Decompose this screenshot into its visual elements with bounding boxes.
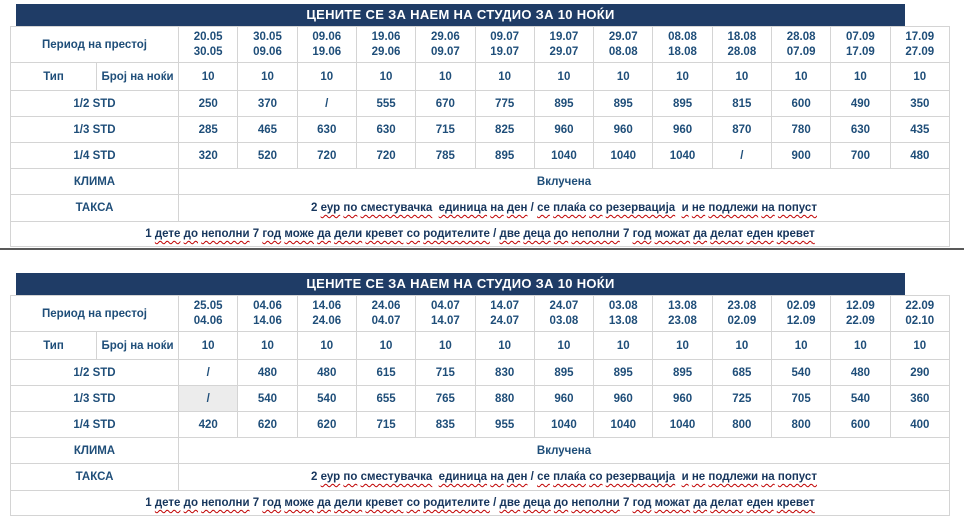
price-cell: 420 [179, 412, 238, 438]
note-word: на [761, 202, 775, 214]
date-to: 02.09 [727, 314, 757, 327]
price-cell: 960 [653, 117, 712, 143]
note-word: 7 [622, 497, 630, 509]
note-word: неполни [571, 497, 620, 509]
note-word: еур [320, 202, 341, 214]
note-word: со [406, 497, 421, 509]
date-from: 20.05 [193, 30, 223, 43]
date-from: 19.06 [371, 30, 401, 43]
note-word: / [530, 471, 534, 483]
date-from: 24.07 [549, 299, 579, 312]
room-type-cell: 1/3 STD [11, 386, 179, 412]
note-cell [11, 491, 950, 516]
price-cell: 825 [475, 117, 534, 143]
taksa-label-cell: ТАКСА [11, 195, 179, 222]
nights-value-cell: 10 [416, 332, 475, 360]
date-to: 08.08 [608, 45, 638, 58]
date-range-cell [831, 296, 890, 332]
note-word: на [490, 471, 504, 483]
price-cell: 350 [890, 91, 949, 117]
price-table [10, 295, 950, 516]
nights-value-cell: 10 [890, 63, 949, 91]
price-cell: 360 [890, 386, 949, 412]
note-word: / [530, 202, 534, 214]
date-range-cell [534, 27, 593, 63]
price-cell: 655 [356, 386, 415, 412]
price-cell: 1040 [653, 143, 712, 169]
date-range-cell [297, 296, 356, 332]
note-word: / [493, 228, 497, 240]
date-range-cell [712, 27, 771, 63]
nights-value-cell: 10 [653, 63, 712, 91]
note-word: се [537, 202, 550, 214]
price-cell: 895 [594, 360, 653, 386]
price-cell: 480 [297, 360, 356, 386]
price-cell: 285 [179, 117, 238, 143]
nights-value-cell: 10 [594, 332, 653, 360]
room-type-cell: 1/3 STD [11, 117, 179, 143]
note-word: по [343, 471, 358, 483]
price-cell: 960 [534, 117, 593, 143]
price-cell: 705 [771, 386, 830, 412]
price-cell: 835 [416, 412, 475, 438]
price-cell: 765 [416, 386, 475, 412]
price-cell: 370 [238, 91, 297, 117]
price-cell: 630 [356, 117, 415, 143]
date-range-cell [416, 296, 475, 332]
nights-value-cell: 10 [297, 63, 356, 91]
price-cell: 715 [416, 117, 475, 143]
price-cell: / [179, 386, 238, 412]
price-cell: 620 [297, 412, 356, 438]
date-from: 23.08 [727, 299, 757, 312]
date-to: 12.09 [786, 314, 816, 327]
note-word: год [262, 497, 282, 509]
taksa-value-cell [179, 464, 950, 491]
note-word: до [553, 497, 569, 509]
nights-value-cell: 10 [356, 63, 415, 91]
note-word: 1 [145, 497, 152, 509]
date-from: 19.07 [549, 30, 579, 43]
price-cell: 880 [475, 386, 534, 412]
date-range-cell [771, 27, 830, 63]
note-word: резервација [605, 202, 676, 214]
price-table-section-1 [0, 0, 964, 247]
date-to: 19.06 [312, 45, 342, 58]
price-cell: 540 [771, 360, 830, 386]
date-to: 09.07 [430, 45, 460, 58]
date-range-cell [831, 27, 890, 63]
date-range-cell [356, 27, 415, 63]
date-range-cell [712, 296, 771, 332]
note-word: две [499, 228, 521, 240]
note-word: 7 [622, 228, 630, 240]
date-range-cell [534, 296, 593, 332]
date-from: 04.06 [253, 299, 282, 312]
note-word: родителите [423, 228, 490, 240]
date-range-cell [771, 296, 830, 332]
price-cell: 435 [890, 117, 949, 143]
note-word: деца [523, 497, 551, 509]
note-word: 7 [252, 228, 260, 240]
price-cell: 465 [238, 117, 297, 143]
date-from: 29.06 [430, 30, 460, 43]
note-word: родителите [423, 497, 490, 509]
price-cell: 480 [890, 143, 949, 169]
price-cell: 1040 [534, 143, 593, 169]
date-range-cell [238, 296, 297, 332]
price-cell: 490 [831, 91, 890, 117]
price-cell: / [297, 91, 356, 117]
type-header-cell: Тип [11, 63, 97, 91]
note-word: не [691, 202, 706, 214]
price-cell: 895 [475, 143, 534, 169]
price-cell: 1040 [594, 412, 653, 438]
date-to: 03.08 [549, 314, 579, 327]
date-to: 04.07 [371, 314, 401, 327]
price-cell: 555 [356, 91, 415, 117]
table-title: ЦЕНИТЕ СЕ ЗА НАЕМ НА СТУДИО ЗА 10 НОЌИ [16, 4, 905, 26]
date-range-cell [179, 296, 238, 332]
date-from: 04.07 [430, 299, 460, 312]
price-cell: 895 [594, 91, 653, 117]
date-to: 04.06 [193, 314, 223, 327]
nights-value-cell: 10 [831, 332, 890, 360]
date-from: 18.08 [727, 30, 757, 43]
price-cell: 780 [771, 117, 830, 143]
date-from: 14.06 [312, 299, 342, 312]
nights-value-cell: 10 [297, 332, 356, 360]
room-type-cell: 1/4 STD [11, 412, 179, 438]
price-cell: 1040 [534, 412, 593, 438]
klima-label-cell: КЛИМА [11, 438, 179, 464]
note-word: еден [746, 228, 774, 240]
period-header-cell: Период на престој [11, 296, 179, 332]
price-cell: 700 [831, 143, 890, 169]
price-cell: 685 [712, 360, 771, 386]
price-table-section-2 [0, 250, 964, 516]
date-to: 29.07 [549, 45, 579, 58]
price-cell: 615 [356, 360, 415, 386]
date-to: 19.07 [490, 45, 520, 58]
price-cell: 960 [653, 386, 712, 412]
note-word: можат [654, 497, 691, 509]
note-word: на [761, 471, 775, 483]
note-word: неполни [571, 228, 620, 240]
nights-value-cell: 10 [771, 63, 830, 91]
nights-value-cell: 10 [771, 332, 830, 360]
price-cell: 540 [831, 386, 890, 412]
note-word: кревет [776, 228, 815, 240]
taksa-label-cell: ТАКСА [11, 464, 179, 491]
note-word: ден [506, 471, 528, 483]
note-word: деца [523, 228, 551, 240]
date-range-cell [238, 27, 297, 63]
date-range-cell [594, 27, 653, 63]
price-cell: 400 [890, 412, 949, 438]
price-cell: 630 [831, 117, 890, 143]
price-cell: 1040 [594, 143, 653, 169]
note-word: и [681, 471, 689, 483]
date-to: 14.07 [430, 314, 460, 327]
note-word: до [553, 228, 569, 240]
note-word: со [589, 202, 603, 214]
klima-value-cell: Вклучена [179, 169, 950, 195]
date-from: 22.09 [905, 299, 935, 312]
date-range-cell [356, 296, 415, 332]
date-from: 03.08 [608, 299, 638, 312]
price-cell: 960 [594, 386, 653, 412]
room-type-cell: 1/2 STD [11, 360, 179, 386]
date-to: 22.09 [846, 314, 875, 327]
date-range-cell [594, 296, 653, 332]
note-word: кревет [365, 497, 404, 509]
taksa-value-cell [179, 195, 950, 222]
note-word: по [343, 202, 358, 214]
klima-label-cell: КЛИМА [11, 169, 179, 195]
date-to: 29.06 [371, 45, 401, 58]
nights-value-cell: 10 [475, 63, 534, 91]
room-type-cell: 1/4 STD [11, 143, 179, 169]
date-to: 07.09 [786, 45, 816, 58]
nights-value-cell: 10 [831, 63, 890, 91]
date-from: 24.06 [371, 299, 401, 312]
price-cell: 520 [238, 143, 297, 169]
nights-value-cell: 10 [179, 332, 238, 360]
date-from: 29.07 [608, 30, 638, 43]
note-word: 7 [252, 497, 260, 509]
price-cell: 620 [238, 412, 297, 438]
price-cell: 480 [238, 360, 297, 386]
price-table [10, 26, 950, 247]
date-from: 02.09 [786, 299, 816, 312]
date-range-cell [179, 27, 238, 63]
date-to: 27.09 [905, 45, 935, 58]
date-from: 09.07 [490, 30, 520, 43]
note-word: год [632, 497, 652, 509]
price-cell: 715 [416, 360, 475, 386]
price-cell: 960 [594, 117, 653, 143]
date-from: 13.08 [668, 299, 697, 312]
note-word: 1 [145, 228, 152, 240]
nights-value-cell: 10 [416, 63, 475, 91]
price-cell: 895 [653, 91, 712, 117]
note-word: да [317, 497, 331, 509]
price-cell: 830 [475, 360, 534, 386]
nights-value-cell: 10 [890, 332, 949, 360]
price-cell: 720 [356, 143, 415, 169]
note-word: со [406, 228, 421, 240]
note-word: може [284, 497, 315, 509]
note-word: не [691, 471, 706, 483]
price-cell: 815 [712, 91, 771, 117]
note-word: ден [506, 202, 528, 214]
note-cell [11, 222, 950, 247]
date-from: 25.05 [193, 299, 223, 312]
note-word: да [693, 228, 708, 240]
price-cell: 895 [653, 360, 712, 386]
note-word: год [632, 228, 652, 240]
date-range-cell [475, 296, 534, 332]
note-word: 2 [311, 202, 318, 214]
nights-value-cell: 10 [238, 332, 297, 360]
note-word: дели [334, 497, 363, 509]
price-cell: 320 [179, 143, 238, 169]
note-word: подлежи [708, 471, 759, 483]
date-to: 13.08 [608, 314, 638, 327]
price-cell: 895 [534, 360, 593, 386]
note-word: единица [438, 202, 488, 214]
nights-header-cell: Број на ноќи [97, 332, 179, 360]
price-cell: 670 [416, 91, 475, 117]
note-word: единица [438, 471, 488, 483]
note-word: две [499, 497, 521, 509]
date-range-cell [890, 296, 949, 332]
note-word: еден [746, 497, 774, 509]
price-cell: / [712, 143, 771, 169]
note-word: со [589, 471, 603, 483]
price-cell: 900 [771, 143, 830, 169]
note-word: резервација [605, 471, 676, 483]
price-cell: 785 [416, 143, 475, 169]
date-to: 24.07 [490, 314, 520, 327]
price-cell: 600 [831, 412, 890, 438]
note-word: до [183, 228, 198, 240]
date-from: 07.09 [846, 30, 875, 43]
note-word: дели [334, 228, 363, 240]
nights-value-cell: 10 [534, 332, 593, 360]
period-header-cell: Период на престој [11, 27, 179, 63]
note-word: / [493, 497, 497, 509]
nights-value-cell: 10 [712, 63, 771, 91]
date-from: 08.08 [668, 30, 697, 43]
price-cell: 600 [771, 91, 830, 117]
price-cell: 725 [712, 386, 771, 412]
nights-header-cell: Број на ноќи [97, 63, 179, 91]
date-to: 17.09 [846, 45, 875, 58]
date-from: 14.07 [490, 299, 520, 312]
note-word: попуст [777, 202, 817, 214]
note-word: еур [320, 471, 341, 483]
date-range-cell [653, 296, 712, 332]
note-word: плаќа [553, 471, 586, 483]
nights-value-cell: 10 [534, 63, 593, 91]
price-cell: 800 [771, 412, 830, 438]
date-from: 17.09 [905, 30, 935, 43]
note-word: сместувачка [360, 471, 433, 483]
note-word: неполни [201, 497, 250, 509]
nights-value-cell: 10 [594, 63, 653, 91]
note-word: можат [654, 228, 691, 240]
note-word: делат [710, 228, 744, 240]
note-word: год [262, 228, 282, 240]
note-word: и [681, 202, 689, 214]
nights-value-cell: 10 [238, 63, 297, 91]
nights-value-cell: 10 [179, 63, 238, 91]
date-from: 30.05 [253, 30, 282, 43]
nights-value-cell: 10 [475, 332, 534, 360]
date-range-cell [416, 27, 475, 63]
price-cell: 775 [475, 91, 534, 117]
type-header-cell: Тип [11, 332, 97, 360]
note-word: кревет [776, 497, 815, 509]
price-cell: 540 [238, 386, 297, 412]
date-to: 24.06 [312, 314, 342, 327]
note-word: на [490, 202, 504, 214]
price-cell: 960 [534, 386, 593, 412]
date-range-cell [297, 27, 356, 63]
price-cell: / [179, 360, 238, 386]
note-word: се [537, 471, 550, 483]
date-from: 28.08 [786, 30, 816, 43]
price-cell: 895 [534, 91, 593, 117]
note-word: сместувачка [360, 202, 433, 214]
table-title: ЦЕНИТЕ СЕ ЗА НАЕМ НА СТУДИО ЗА 10 НОЌИ [16, 273, 905, 295]
price-cell: 480 [831, 360, 890, 386]
price-cell: 250 [179, 91, 238, 117]
room-type-cell: 1/2 STD [11, 91, 179, 117]
date-from: 12.09 [846, 299, 875, 312]
date-to: 30.05 [193, 45, 223, 58]
note-word: дете [154, 497, 181, 509]
note-word: неполни [201, 228, 250, 240]
note-word: до [183, 497, 198, 509]
date-to: 14.06 [253, 314, 282, 327]
klima-value-cell: Вклучена [179, 438, 950, 464]
nights-value-cell: 10 [356, 332, 415, 360]
date-range-cell [653, 27, 712, 63]
note-word: може [284, 228, 315, 240]
nights-value-cell: 10 [712, 332, 771, 360]
note-word: да [693, 497, 708, 509]
note-word: кревет [365, 228, 404, 240]
price-cell: 955 [475, 412, 534, 438]
price-cell: 1040 [653, 412, 712, 438]
price-cell: 540 [297, 386, 356, 412]
date-to: 09.06 [253, 45, 282, 58]
date-to: 18.08 [668, 45, 697, 58]
date-to: 28.08 [727, 45, 757, 58]
price-cell: 800 [712, 412, 771, 438]
price-cell: 290 [890, 360, 949, 386]
date-range-cell [890, 27, 949, 63]
date-to: 02.10 [905, 314, 935, 327]
note-word: дете [154, 228, 181, 240]
note-word: 2 [311, 471, 318, 483]
price-cell: 630 [297, 117, 356, 143]
date-from: 09.06 [312, 30, 342, 43]
price-cell: 715 [356, 412, 415, 438]
note-word: попуст [777, 471, 817, 483]
date-to: 23.08 [668, 314, 697, 327]
date-range-cell [475, 27, 534, 63]
note-word: плаќа [553, 202, 586, 214]
note-word: да [317, 228, 331, 240]
note-word: подлежи [708, 202, 759, 214]
nights-value-cell: 10 [653, 332, 712, 360]
note-word: делат [710, 497, 744, 509]
price-cell: 720 [297, 143, 356, 169]
price-cell: 870 [712, 117, 771, 143]
